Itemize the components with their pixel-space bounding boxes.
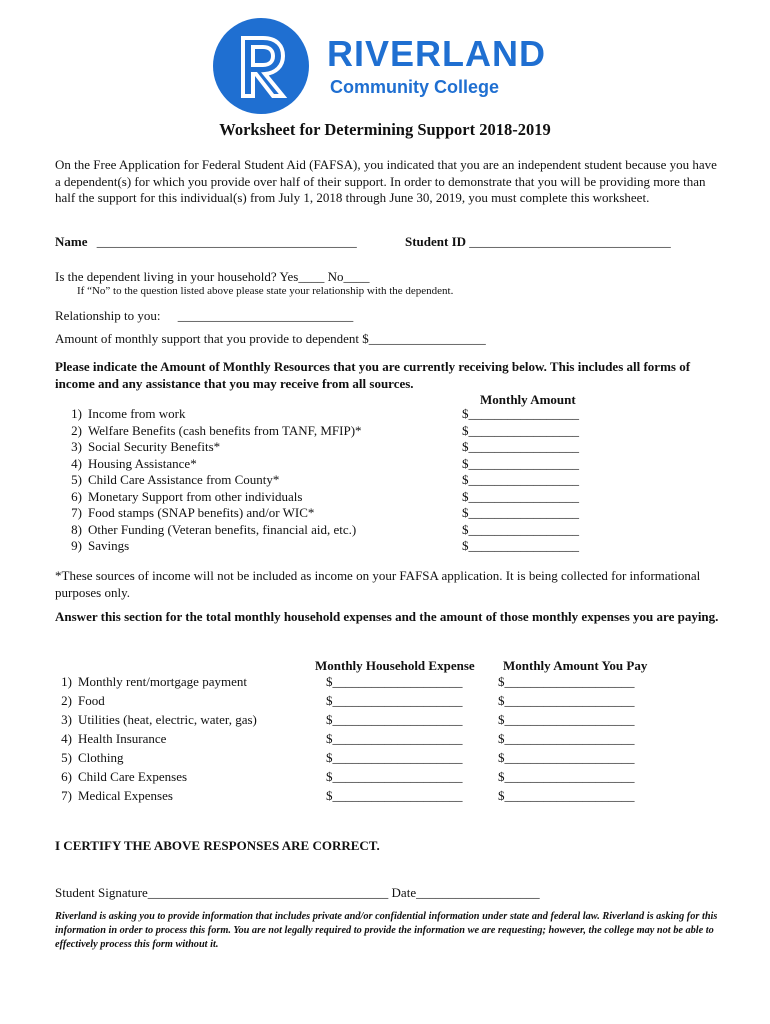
household-expense-field[interactable]: $____________________ [326,712,463,727]
expense-item [50,767,257,786]
resource-item [60,538,362,555]
amount-you-pay-header: Monthly Amount You Pay [503,658,648,673]
item-number: 6) [71,488,82,504]
item-number: 9) [71,538,82,553]
resource-item [60,456,362,473]
item-label: Social Security Benefits* [88,439,221,454]
item-label: Food stamps (SNAP benefits) and/or WIC* [88,505,315,520]
resource-item [60,423,362,440]
household-expense-header: Monthly Household Expense [315,658,475,673]
relationship-field[interactable]: ___________________________ [177,308,354,323]
student-id-field[interactable]: _______________________________ [469,234,671,249]
household-expense-column [326,672,463,805]
expense-item [50,729,257,748]
resources-amount-column [462,406,579,555]
monthly-amount-field[interactable]: $_________________ [462,455,579,471]
resource-item [60,439,362,456]
item-number: 8) [71,521,82,537]
dependent-question[interactable]: Is the dependent living in your household? Yes____ No____ [55,269,370,284]
relationship-row [55,308,353,324]
item-label: Clothing [78,750,124,765]
privacy-notice: Riverland is asking you to provide information that includes private and/or confidential information under state and federal law. Riverland is asking for this information in order to process this form. You are not legally required to provide the information we are requesting; however, the college may not be able to effectively process this form without it. [55,911,718,950]
amount-you-pay-column [498,672,635,805]
item-label: Income from work [88,406,186,421]
resources-list [60,406,362,555]
item-label: Housing Assistance* [88,455,197,471]
item-number: 5) [71,472,82,487]
household-expense-field[interactable]: $____________________ [326,788,463,803]
expense-item [50,672,257,691]
amount-you-pay-field[interactable]: $____________________ [498,750,635,765]
student-id-row [405,234,671,250]
item-number: 5) [61,750,72,765]
household-expense-field[interactable]: $____________________ [326,674,463,689]
item-label: Utilities (heat, electric, water, gas) [78,712,257,727]
name-row [55,234,357,250]
item-number: 3) [61,712,72,727]
amount-you-pay-field[interactable]: $____________________ [498,712,635,727]
monthly-amount-field[interactable]: $_________________ [462,505,579,520]
brand-name: RIVERLAND [327,33,547,74]
expense-item [50,786,257,805]
item-number: 4) [71,455,82,471]
monthly-support-field[interactable]: Amount of monthly support that you provide to dependent $__________________ [55,331,486,346]
signature-date-field[interactable]: Student Signature_____________________________________ Date___________________ [55,885,540,900]
amount-you-pay-field[interactable]: $____________________ [498,731,635,746]
item-label: Monetary Support from other individuals [88,488,303,504]
amount-you-pay-field[interactable]: $____________________ [498,693,635,708]
household-expense-field[interactable]: $____________________ [326,693,463,708]
intro-paragraph: On the Free Application for Federal Student Aid (FAFSA), you indicated that you are an independent student because you have a dependent(s) for which you provide over half of their support. In order to demonstrate that you will be providing more than half the support for this individual(s) from July 1, 2018 through June 30, 2019, you must complete this worksheet. [55,157,717,205]
item-label: Health Insurance [78,731,167,746]
household-expense-field[interactable]: $____________________ [326,731,463,746]
item-number: 2) [61,693,72,708]
name-label: Name [55,234,88,249]
item-label: Food [78,693,105,708]
expenses-list [50,672,257,805]
item-number: 7) [71,505,82,520]
resources-footnote: *These sources of income will not be included as income on your FAFSA application. It is being collected for informational purposes only. [55,568,701,600]
amount-you-pay-field[interactable]: $____________________ [498,769,635,784]
item-label: Medical Expenses [78,788,173,803]
resource-item [60,505,362,522]
item-number: 2) [71,422,82,438]
item-label: Savings [88,538,130,553]
page-title: Worksheet for Determining Support 2018-2019 [219,120,551,139]
monthly-amount-field[interactable]: $_________________ [462,406,579,421]
item-label: Monthly rent/mortgage payment [78,674,247,689]
expense-item [50,748,257,767]
item-number: 6) [61,769,72,784]
item-number: 3) [71,439,82,454]
resource-item [60,489,362,506]
monthly-amount-field[interactable]: $_________________ [462,472,579,487]
item-label: Other Funding (Veteran benefits, financial aid, etc.) [88,521,357,537]
monthly-amount-field[interactable]: $_________________ [462,422,579,438]
resource-item [60,406,362,423]
certify-statement: I CERTIFY THE ABOVE RESPONSES ARE CORRECT. [55,838,380,853]
student-id-label: Student ID [405,234,467,249]
item-label: Child Care Assistance from County* [88,472,280,487]
household-expense-field[interactable]: $____________________ [326,769,463,784]
amount-you-pay-field[interactable]: $____________________ [498,674,635,689]
logo-icon [213,18,309,114]
expenses-heading: Answer this section for the total monthly household expenses and the amount of those monthly expenses you are paying. [55,609,719,624]
item-number: 1) [61,674,72,689]
household-expense-field[interactable]: $____________________ [326,750,463,765]
brand-subtitle: Community College [330,77,500,97]
name-field[interactable]: ________________________________________ [96,234,357,249]
item-label: Child Care Expenses [78,769,188,784]
monthly-amount-field[interactable]: $_________________ [462,538,579,553]
relationship-label: Relationship to you: [55,308,161,323]
monthly-amount-field[interactable]: $_________________ [462,488,579,504]
expense-item [50,691,257,710]
item-number: 4) [61,731,72,746]
monthly-amount-field[interactable]: $_________________ [462,521,579,537]
monthly-amount-header: Monthly Amount [480,392,576,407]
amount-you-pay-field[interactable]: $____________________ [498,788,635,803]
resource-item [60,472,362,489]
resources-heading: Please indicate the Amount of Monthly Resources that you are currently receiving below. This includes all forms of income and any assistance that you may receive from all sources. [55,359,691,391]
expense-item [50,710,257,729]
item-number: 7) [61,788,72,803]
resource-item [60,522,362,539]
item-number: 1) [71,406,82,421]
item-label: Welfare Benefits (cash benefits from TANF, MFIP)* [88,422,362,438]
dependent-note: If “No” to the question listed above please state your relationship with the dependent. [77,285,454,297]
monthly-amount-field[interactable]: $_________________ [462,439,579,454]
